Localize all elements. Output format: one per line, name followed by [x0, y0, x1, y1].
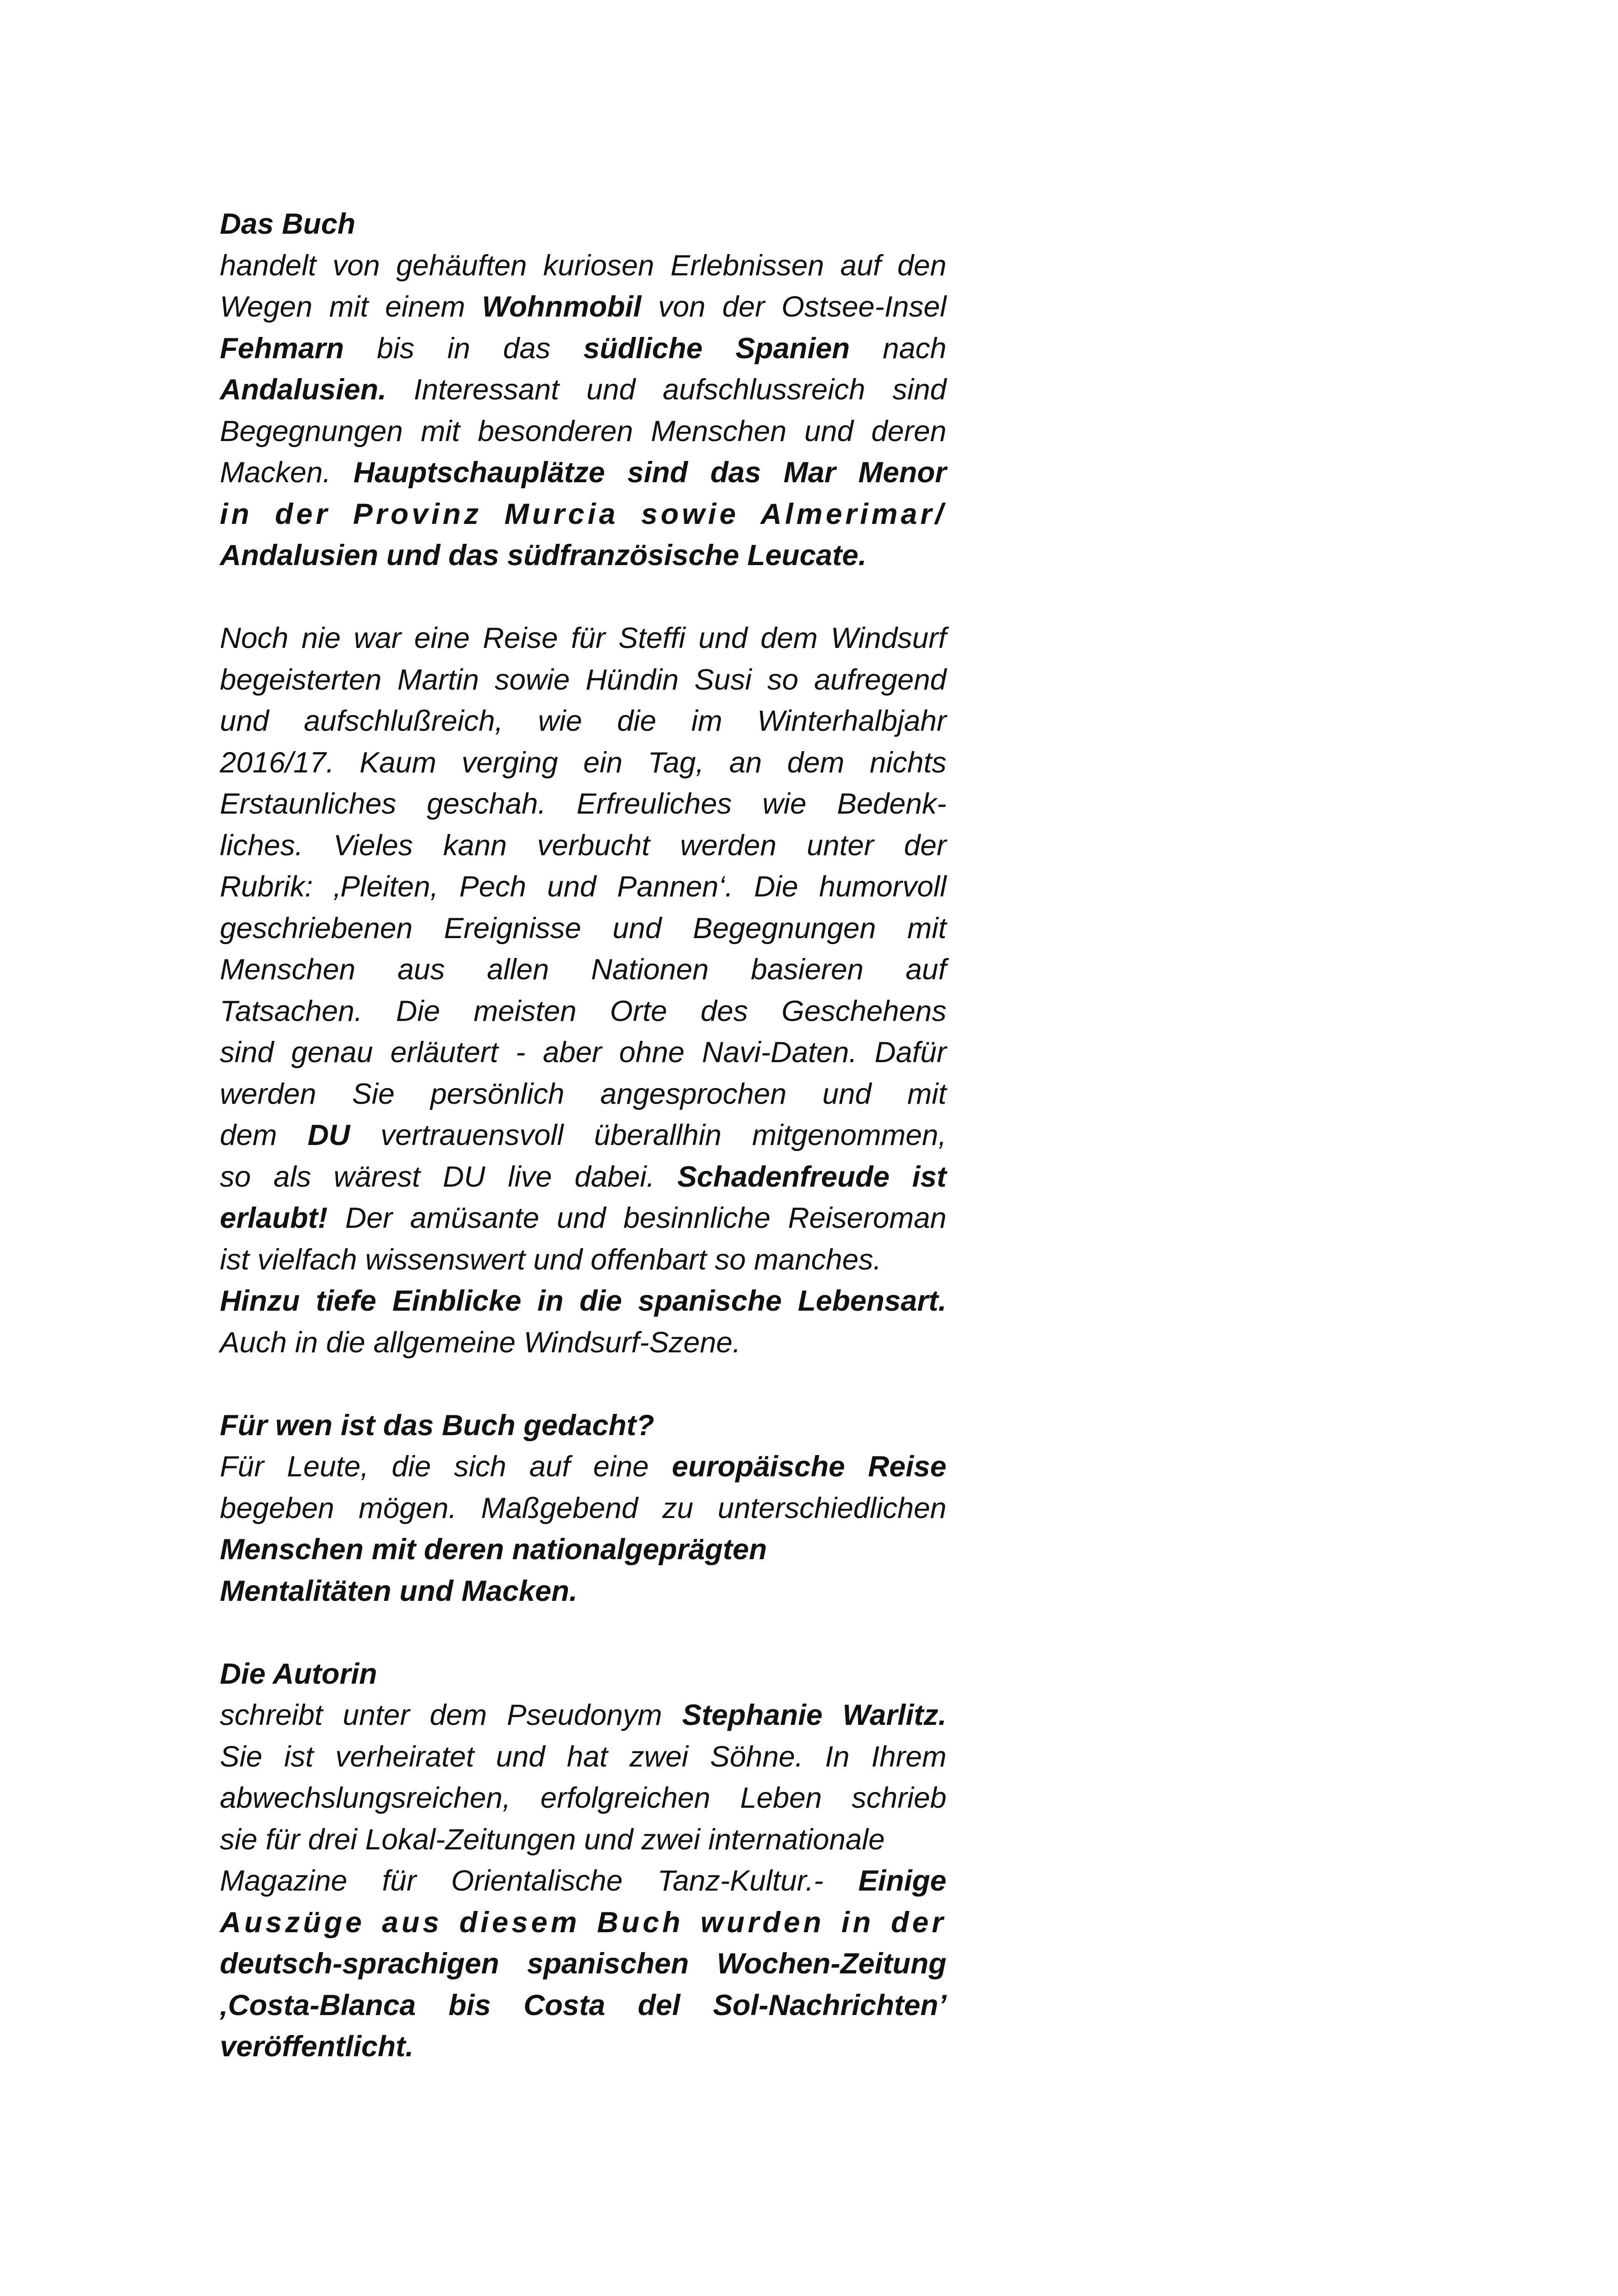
text-run: werden Sie persönlich angesprochen und mit [220, 1077, 946, 1110]
text-line [220, 1695, 946, 1736]
text-run: Der amüsante und besinnliche Reiseroman [327, 1202, 946, 1234]
text-run: liches. Vieles kann verbucht werden unter der [220, 829, 946, 862]
text-run: sind genau erläutert - aber ohne Navi-Daten. Dafür [220, 1036, 946, 1069]
text-run: vertrauensvoll überallhin mitgenommen, [350, 1119, 946, 1151]
text-run: Wegen mit einem [220, 291, 482, 323]
text-line [220, 1281, 946, 1322]
bold-text: Auszüge aus diesem Buch wurden in der [220, 1906, 946, 1939]
heading-das-buch: Das Buch [220, 208, 355, 240]
text-run: Begegnungen mit besonderen Menschen und deren [220, 415, 946, 448]
text-line [220, 1322, 946, 1364]
paragraph-gap [220, 577, 946, 618]
text-line [220, 1778, 946, 1819]
text-line [220, 328, 946, 370]
text-run: geschriebenen Ereignisse und Begegnungen mit [220, 912, 946, 945]
text-line [220, 535, 946, 577]
text-run: nach [850, 332, 946, 365]
text-run: schreibt unter dem Pseudonym [220, 1699, 682, 1731]
bold-text: Stephanie Warlitz. [682, 1699, 947, 1731]
text-line [220, 452, 946, 494]
paragraph-die-autorin [220, 1695, 946, 2068]
bold-text: Hinzu tiefe Einblicke in die spanische Lebensart. [220, 1285, 946, 1317]
text-line [220, 1736, 946, 1778]
text-run: Interessant und aufschlussreich sind [386, 373, 946, 406]
text-line [220, 1860, 946, 1902]
text-run: begeisterten Martin sowie Hündin Susi so aufregend [220, 663, 946, 696]
bold-text: in der Provinz Murcia sowie Almerimar/ [220, 498, 946, 530]
paragraph-das-buch [220, 245, 946, 577]
text-line [220, 286, 946, 328]
text-line [220, 1239, 946, 1281]
text-run: und aufschlußreich, wie die im Winterhalbjahr [220, 705, 946, 737]
text-line [220, 1198, 946, 1239]
text-line [220, 866, 946, 908]
text-line [220, 411, 946, 453]
text-line [220, 618, 946, 660]
text-line [220, 825, 946, 867]
bold-text: veröffentlicht. [220, 2030, 414, 2063]
text-run: dem [220, 1119, 308, 1151]
bold-text: Andalusien. [220, 373, 386, 406]
text-run: Noch nie war eine Reise für Steffi und dem Windsurf [220, 622, 946, 654]
text-run: 2016/17. Kaum verging ein Tag, an dem nichts [220, 746, 946, 779]
text-run: so als wärest DU live dabei. [220, 1160, 678, 1193]
text-line [220, 1488, 946, 1530]
text-run: handelt von gehäuften kuriosen Erlebnissen auf den [220, 249, 946, 282]
text-line [220, 660, 946, 701]
bold-text: Einige [858, 1865, 946, 1897]
text-run: Macken. [220, 456, 354, 489]
bold-text: Hauptschauplätze sind das Mar Menor [353, 456, 946, 489]
heading-die-autorin: Die Autorin [220, 1657, 377, 1690]
text-run: Sie ist verheiratet und hat zwei Söhne. In Ihrem [220, 1740, 946, 1773]
bold-text: Andalusien und das südfranzösische Leucate. [220, 539, 867, 572]
text-line [220, 1819, 946, 1861]
text-run: Auch in die allgemeine Windsurf-Szene. [220, 1326, 741, 1359]
text-run: Menschen aus allen Nationen basieren auf [220, 953, 946, 986]
bold-text: Mentalitäten und Macken. [220, 1574, 578, 1607]
text-line [220, 1902, 946, 1944]
text-run: Magazine für Orientalische Tanz-Kultur.- [220, 1865, 859, 1897]
bold-text: Schadenfreude ist [677, 1160, 946, 1193]
text-run: bis in das [344, 332, 584, 365]
bold-text: DU [307, 1119, 350, 1151]
text-line [220, 245, 946, 287]
bold-text: ‚Costa-Blanca bis Costa del Sol-Nachrichten’ [220, 1989, 946, 2022]
bold-text: Menschen mit deren nationalgeprägten [220, 1533, 767, 1566]
text-run: Rubrik: ‚Pleiten, Pech und Pannen‘. Die humorvoll [220, 871, 946, 903]
text-line [220, 1571, 946, 1612]
text-run: Tatsachen. Die meisten Orte des Geschehens [220, 995, 946, 1027]
text-run: Erstaunliches geschah. Erfreuliches wie Bedenk- [220, 788, 946, 820]
bold-text: erlaubt! [220, 1202, 328, 1234]
bold-text: südliche Spanien [583, 332, 850, 365]
text-line [220, 1074, 946, 1115]
text-line [220, 949, 946, 991]
paragraph-gap [220, 1363, 946, 1405]
text-run: Für Leute, die sich auf eine [220, 1450, 672, 1483]
paragraph-reise [220, 618, 946, 1363]
heading-fuer-wen: Für wen ist das Buch gedacht? [220, 1409, 654, 1442]
text-run: begeben mögen. Maßgebend zu unterschiedlichen [220, 1492, 946, 1524]
text-line [220, 1032, 946, 1074]
text-run: sie für drei Lokal-Zeitungen und zwei internationale [220, 1823, 885, 1856]
text-line [220, 2026, 946, 2068]
text-line [220, 1943, 946, 1985]
text-line [220, 1529, 946, 1571]
text-line [220, 1157, 946, 1198]
text-run: abwechslungsreichen, erfolgreichen Leben schrieb [220, 1782, 946, 1814]
text-line [220, 742, 946, 784]
text-run: ist vielfach wissenswert und offenbart so manches. [220, 1243, 882, 1276]
text-line [220, 1115, 946, 1157]
text-line [220, 908, 946, 950]
text-line [220, 701, 946, 742]
text-line [220, 1985, 946, 2027]
bold-text: europäische Reise [672, 1450, 946, 1483]
bold-text: deutsch-sprachigen spanischen Wochen-Zeitung [220, 1948, 946, 1980]
bold-text: Wohnmobil [482, 291, 641, 323]
paragraph-gap [220, 1612, 946, 1654]
text-run: von der Ostsee-Insel [641, 291, 946, 323]
text-line [220, 784, 946, 825]
document-page [220, 204, 946, 2068]
paragraph-fuer-wen [220, 1446, 946, 1612]
text-line [220, 1446, 946, 1488]
bold-text: Fehmarn [220, 332, 344, 365]
text-line [220, 991, 946, 1033]
text-line [220, 369, 946, 411]
text-line [220, 494, 946, 535]
